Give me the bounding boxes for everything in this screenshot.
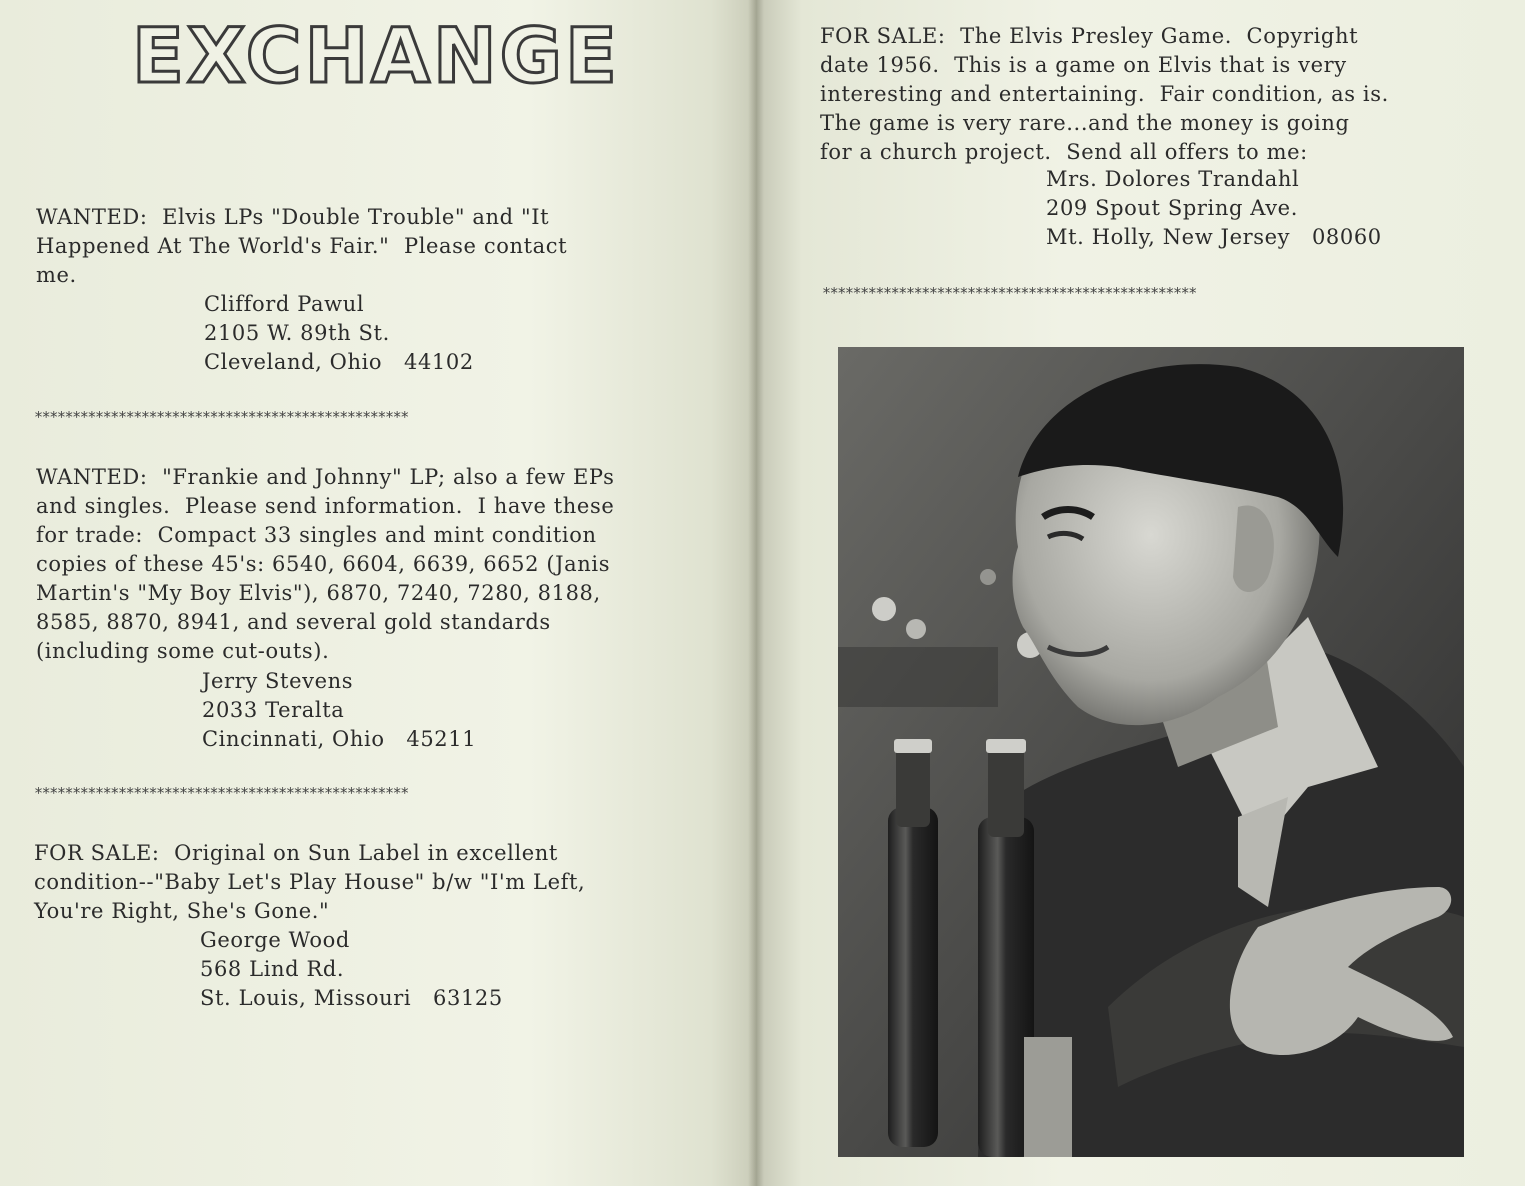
address-name: George Wood — [200, 928, 350, 952]
ad-address — [200, 926, 503, 1013]
ad-address — [202, 667, 476, 754]
address-street: 568 Lind Rd. — [200, 957, 345, 981]
ad-text: FOR SALE: Original on Sun Label in excellent condition--"Baby Let's Play House" b/w "I'm Left, You're Right, She's Gone." — [34, 841, 586, 923]
address-name: Clifford Pawul — [204, 292, 365, 316]
separator: ************************************************* — [822, 284, 1196, 302]
ad-text: WANTED: Elvis LPs "Double Trouble" and "It Happened At The World's Fair." Please contact me. — [36, 205, 568, 287]
address-street: 209 Spout Spring Ave. — [1046, 196, 1298, 220]
separator: ************************************************* — [34, 408, 408, 426]
separator: ************************************************* — [34, 784, 408, 802]
address-city: Cincinnati, Ohio 45211 — [202, 727, 477, 751]
address-street: 2105 W. 89th St. — [204, 321, 390, 345]
left-page — [0, 0, 756, 1186]
address-name: Jerry Stevens — [202, 669, 354, 693]
book-gutter — [748, 0, 764, 1186]
ad-address — [204, 290, 474, 377]
page-heading: EXCHANGE — [132, 11, 620, 100]
address-city: St. Louis, Missouri 63125 — [200, 986, 503, 1010]
address-street: 2033 Teralta — [202, 698, 345, 722]
ad-address — [1046, 165, 1382, 252]
address-city: Cleveland, Ohio 44102 — [204, 350, 474, 374]
ad-text: WANTED: "Frankie and Johnny" LP; also a few EPs and singles. Please send information. I have these for trade: Compact 33 singles and mint condition copies of these 45's: 6540, 6604, 6639, 6652 (Janis Martin's "My Boy Elvis"), 6870, 7240, 7280, 8188, 8585, 8870, 8941, and several gold standards (including some cut-outs). — [36, 465, 615, 663]
address-name: Mrs. Dolores Trandahl — [1046, 167, 1300, 191]
ad-text: FOR SALE: The Elvis Presley Game. Copyright date 1956. This is a game on Elvis that is very interesting and entertaining. Fair condition, as is. The game is very rare...and the money is going for a church project. Send all offers to me: — [820, 24, 1389, 164]
elvis-photo — [838, 347, 1464, 1157]
address-city: Mt. Holly, New Jersey 08060 — [1046, 225, 1382, 249]
